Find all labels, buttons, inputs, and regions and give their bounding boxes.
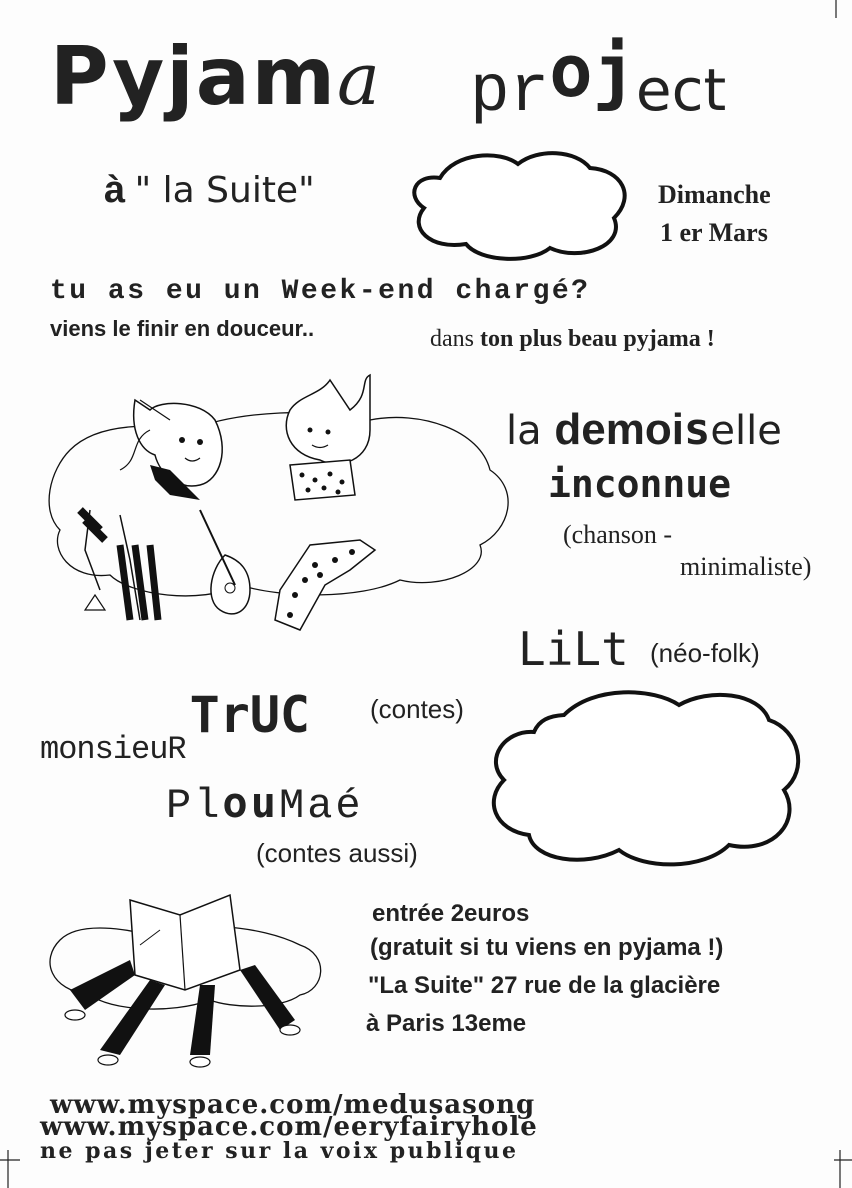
- cloud-top: [400, 140, 640, 265]
- info-address: "La Suite" 27 rue de la glacière: [368, 972, 721, 999]
- cloud-right: [484, 680, 814, 880]
- info-free: (gratuit si tu viens en pyjama !): [370, 934, 724, 961]
- title-pyjama: Pyjama: [50, 30, 382, 123]
- tagline-line3: dans ton plus beau pyjama !: [430, 326, 715, 352]
- act-truc-genre: (contes): [370, 694, 464, 724]
- tagline-line1: tu as eu un Week-end chargé?: [50, 276, 591, 307]
- link-medusasong[interactable]: www.myspace.com/medusasong: [50, 1090, 536, 1120]
- date-line1: Dimanche: [658, 180, 771, 209]
- info-city: à Paris 13eme: [366, 1010, 527, 1037]
- info-price: entrée 2euros: [372, 900, 530, 927]
- tagline-line2: viens le finir en douceur..: [50, 316, 315, 341]
- venue-line: à " la Suite": [104, 169, 315, 211]
- act-demoiselle-genre1: (chanson -: [563, 520, 673, 549]
- act-truc: monsieuR TrUC: [40, 686, 311, 768]
- reader-on-cloud-illustration: [40, 890, 330, 1080]
- link-eeryfairyhole[interactable]: www.myspace.com/eeryfairyhole: [40, 1112, 538, 1142]
- act-ploumae-genre: (contes aussi): [256, 838, 418, 868]
- act-ploumae: PlouMaé: [166, 778, 364, 830]
- title-project: project: [470, 29, 727, 130]
- act-lilt-genre: (néo-folk): [650, 638, 760, 668]
- act-demoiselle: la demoiselle: [506, 404, 782, 455]
- footer-notice: ne pas jeter sur la voix publique: [40, 1138, 519, 1164]
- date-line2: 1 er Mars: [660, 218, 768, 247]
- act-lilt: LiLt: [518, 622, 629, 676]
- girls-on-cloud-illustration: [40, 370, 520, 660]
- act-demoiselle-line2: inconnue: [548, 462, 732, 506]
- act-demoiselle-genre2: minimaliste): [680, 552, 812, 581]
